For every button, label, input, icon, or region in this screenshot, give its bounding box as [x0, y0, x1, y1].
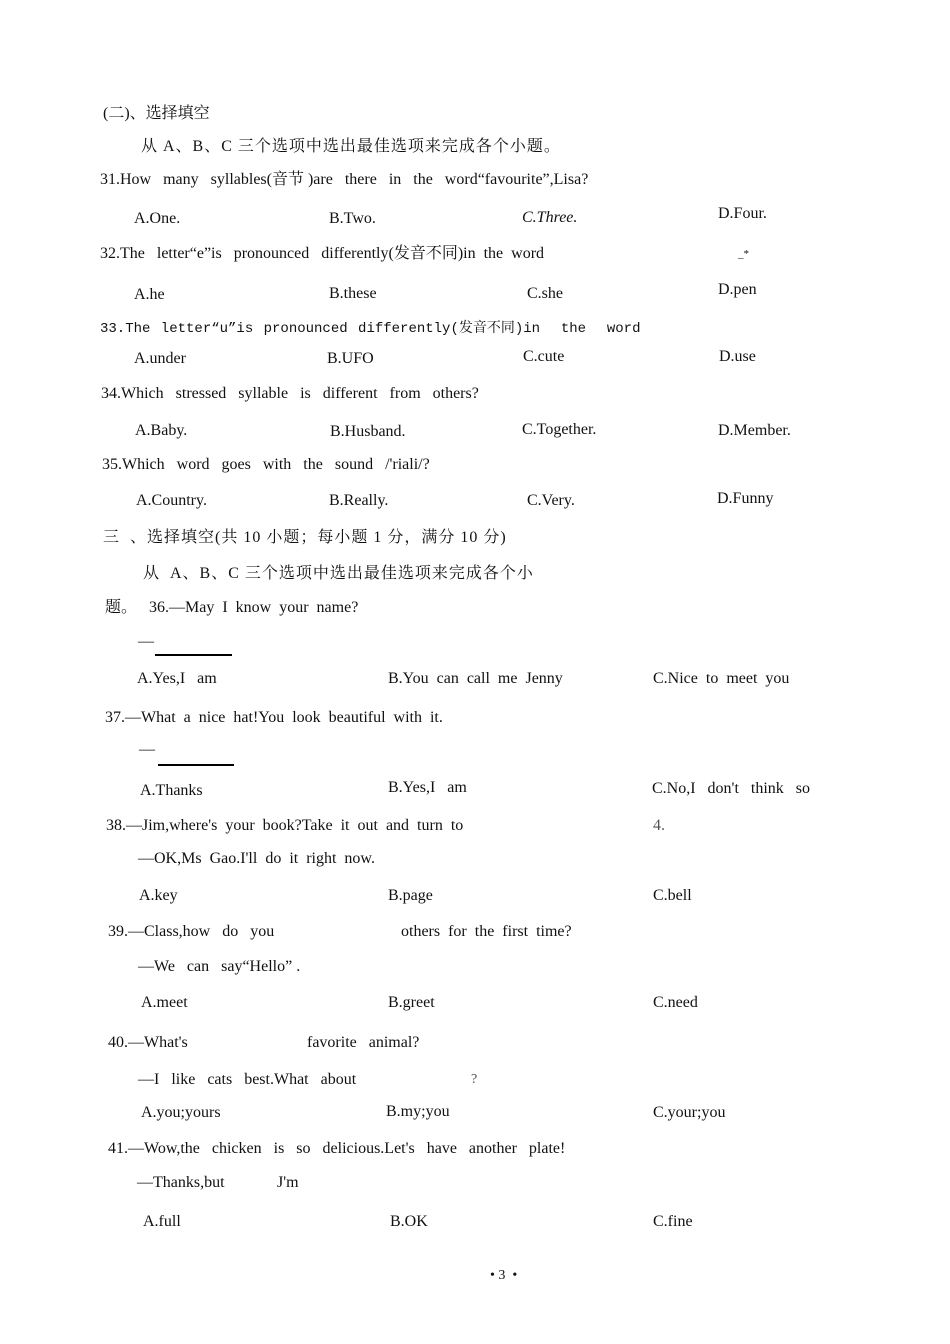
question-40-stem-end: favorite animal?: [307, 1034, 420, 1051]
question-36-option-b[interactable]: B.You can call me Jenny: [388, 670, 563, 687]
question-39-reply: —We can say“Hello” .: [138, 958, 301, 975]
question-34-stem: 34.Which stressed syllable is different from others?: [101, 385, 479, 402]
question-35-option-c[interactable]: C.Very.: [527, 492, 575, 509]
question-33-stem: 33.The letter“u”is pronounced differently(发音不同)in the word: [100, 321, 641, 337]
question-32-stem: 32.The letter“e”is pronounced differently(发音不同)in the word: [100, 245, 545, 262]
question-36-option-a[interactable]: A.Yes,I am: [137, 670, 217, 687]
question-34-option-a[interactable]: A.Baby.: [135, 422, 188, 439]
question-40-option-a[interactable]: A.you;yours: [141, 1104, 221, 1121]
question-41-stem: 41.—Wow,the chicken is so delicious.Let's have another plate!: [108, 1140, 566, 1157]
question-37-reply-dash: —: [139, 741, 155, 758]
question-33-option-d[interactable]: D.use: [719, 348, 756, 365]
page-number: • 3 •: [490, 1268, 518, 1283]
question-38-stem-tail: 4.: [653, 817, 665, 834]
question-40-stem-start: 40.—What's: [108, 1034, 188, 1051]
question-37-answer-blank: [158, 764, 234, 766]
question-31-stem: 31.How many syllables(音节 )are there in the word“favourite”,Lisa?: [100, 171, 589, 188]
question-38-option-a[interactable]: A.key: [139, 887, 178, 904]
question-40-option-c[interactable]: C.your;you: [653, 1104, 726, 1121]
question-40-option-b[interactable]: B.my;you: [386, 1103, 450, 1120]
question-36-option-c[interactable]: C.Nice to meet you: [653, 670, 790, 687]
question-31-option-d[interactable]: D.Four.: [718, 205, 767, 222]
section-instruction-part3-line1: 从 A、B、C 三个选项中选出最佳选项来完成各个小: [143, 565, 534, 582]
question-31-option-a[interactable]: A.One.: [134, 210, 181, 227]
question-41-option-b[interactable]: B.OK: [390, 1213, 428, 1230]
question-41-reply-end: J'm: [277, 1174, 299, 1191]
question-38-option-c[interactable]: C.bell: [653, 887, 692, 904]
section-instruction-part2: 从 A、B、C 三个选项中选出最佳选项来完成各个小题。: [141, 138, 561, 155]
question-31-option-c[interactable]: C.Three.: [522, 209, 578, 226]
question-34-option-c[interactable]: C.Together.: [522, 421, 597, 438]
question-33-option-b[interactable]: B.UFO: [327, 350, 374, 367]
question-34-option-d[interactable]: D.Member.: [718, 422, 791, 439]
question-31-option-b[interactable]: B.Two.: [329, 210, 376, 227]
question-41-option-c[interactable]: C.fine: [653, 1213, 693, 1230]
question-34-option-b[interactable]: B.Husband.: [330, 423, 406, 440]
question-40-reply-tail: ?: [471, 1072, 478, 1087]
question-35-option-b[interactable]: B.Really.: [329, 492, 389, 509]
question-41-option-a[interactable]: A.full: [143, 1213, 181, 1230]
question-38-reply: —OK,Ms Gao.I'll do it right now.: [138, 850, 375, 867]
question-32-option-d[interactable]: D.pen: [718, 281, 757, 298]
question-37-option-b[interactable]: B.Yes,I am: [388, 779, 467, 796]
question-38-stem: 38.—Jim,where's your book?Take it out and turn to: [106, 817, 464, 834]
question-38-option-b[interactable]: B.page: [388, 887, 433, 904]
question-35-option-a[interactable]: A.Country.: [136, 492, 207, 509]
question-37-option-c[interactable]: C.No,I don't think so: [652, 780, 810, 797]
question-39-option-b[interactable]: B.greet: [388, 994, 435, 1011]
question-39-stem-start: 39.—Class,how do you: [108, 923, 275, 940]
question-32-option-a[interactable]: A.he: [134, 286, 165, 303]
question-35-stem: 35.Which word goes with the sound /'riali/?: [102, 456, 430, 473]
question-39-option-c[interactable]: C.need: [653, 994, 698, 1011]
question-41-reply-start: —Thanks,but: [137, 1174, 225, 1191]
question-32-option-c[interactable]: C.she: [527, 285, 563, 302]
section-heading-part2: (二)、选择填空: [103, 105, 210, 122]
question-32-blank-mark: _*: [738, 248, 749, 260]
question-36-reply-dash: —: [138, 633, 154, 650]
question-35-option-d[interactable]: D.Funny: [717, 490, 774, 507]
question-39-option-a[interactable]: A.meet: [141, 994, 188, 1011]
question-33-option-c[interactable]: C.cute: [523, 348, 565, 365]
question-36-answer-blank: [155, 654, 232, 656]
question-37-option-a[interactable]: A.Thanks: [140, 782, 203, 799]
section-heading-part3: 三 、选择填空(共 10 小题；每小题 1 分，满分 10 分): [103, 529, 507, 546]
question-33-option-a[interactable]: A.under: [134, 350, 186, 367]
question-40-reply: —I like cats best.What about: [138, 1071, 357, 1088]
question-32-option-b[interactable]: B.these: [329, 285, 377, 302]
question-36-stem: 36.—May I know your name?: [149, 599, 359, 616]
section-instruction-part3-line2: 题。: [105, 599, 138, 616]
question-39-stem-end: others for the first time?: [401, 923, 572, 940]
question-37-stem: 37.—What a nice hat!You look beautiful with it.: [105, 709, 443, 726]
